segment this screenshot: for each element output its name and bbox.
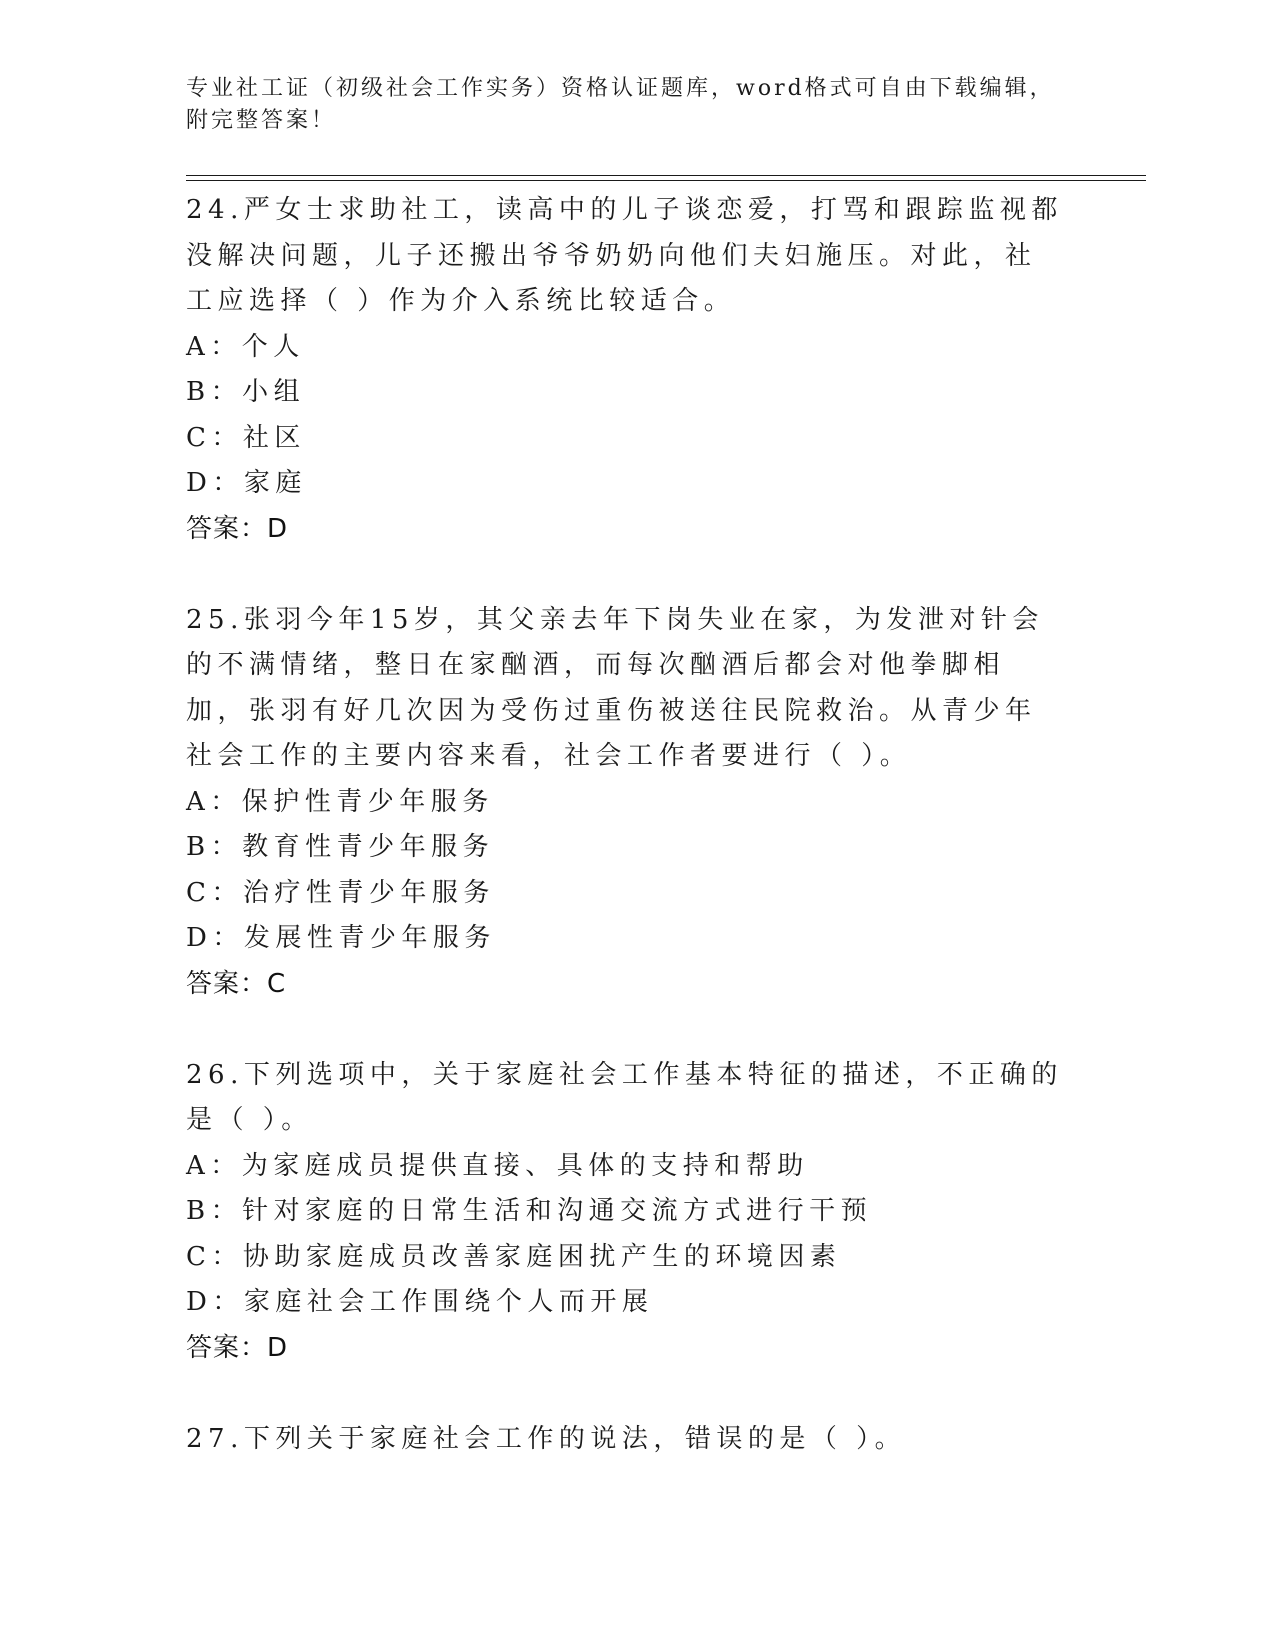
option-a: A：个人 [186, 331, 305, 362]
answer: 答案：D [186, 1332, 289, 1363]
option-b: B：小组 [186, 377, 306, 407]
option-c: C：治疗性青少年服务 [186, 877, 495, 908]
document-header: 专业社工证（初级社会工作实务）资格认证题库，word格式可自由下载编辑，附完整答案！ [186, 76, 1055, 133]
answer: 答案：C [186, 968, 287, 999]
header-divider-top [186, 175, 1146, 176]
spacer [186, 1007, 1066, 1053]
spacer [186, 1371, 1066, 1417]
question-26 [186, 1053, 1066, 1372]
option-b: B：针对家庭的日常生活和沟通交流方式进行干预 [186, 1196, 873, 1226]
option-a: A：保护性青少年服务 [186, 786, 494, 817]
option-d: D：家庭 [186, 468, 307, 498]
question-stem: 27.下列关于家庭社会工作的说法，错误的是（ ）。 [186, 1423, 907, 1454]
option-c: C：协助家庭成员改善家庭困扰产生的环境因素 [186, 1241, 842, 1272]
question-25 [186, 598, 1066, 1008]
option-a: A：为家庭成员提供直接、具体的支持和帮助 [186, 1150, 809, 1181]
option-c: C：社区 [186, 422, 306, 453]
option-d: D：发展性青少年服务 [186, 923, 496, 953]
question-27 [186, 1417, 1066, 1463]
question-stem: 26.下列选项中，关于家庭社会工作基本特征的描述，不正确的是（ ）。 [186, 1059, 1063, 1135]
answer: 答案：D [186, 513, 289, 544]
question-stem: 24.严女士求助社工，读高中的儿子谈恋爱，打骂和跟踪监视都没解决问题，儿子还搬出爷爷奶奶向他们夫妇施压。对此，社工应选择（ ）作为介入系统比较适合。 [186, 195, 1063, 316]
question-list [186, 188, 1066, 1462]
question-24 [186, 188, 1066, 552]
header-divider-bottom [186, 180, 1146, 181]
spacer [186, 552, 1066, 598]
question-stem: 25.张羽今年15岁，其父亲去年下岗失业在家，为发泄对针会的不满情绪，整日在家酗酒，而每次酗酒后都会对他拳脚相加，张羽有好几次因为受伤过重伤被送往民院救治。从青少年社会工作的主要内容来看，社会工作者要进行（ ）。 [186, 604, 1044, 771]
option-b: B：教育性青少年服务 [186, 832, 495, 862]
option-d: D：家庭社会工作围绕个人而开展 [186, 1287, 654, 1317]
